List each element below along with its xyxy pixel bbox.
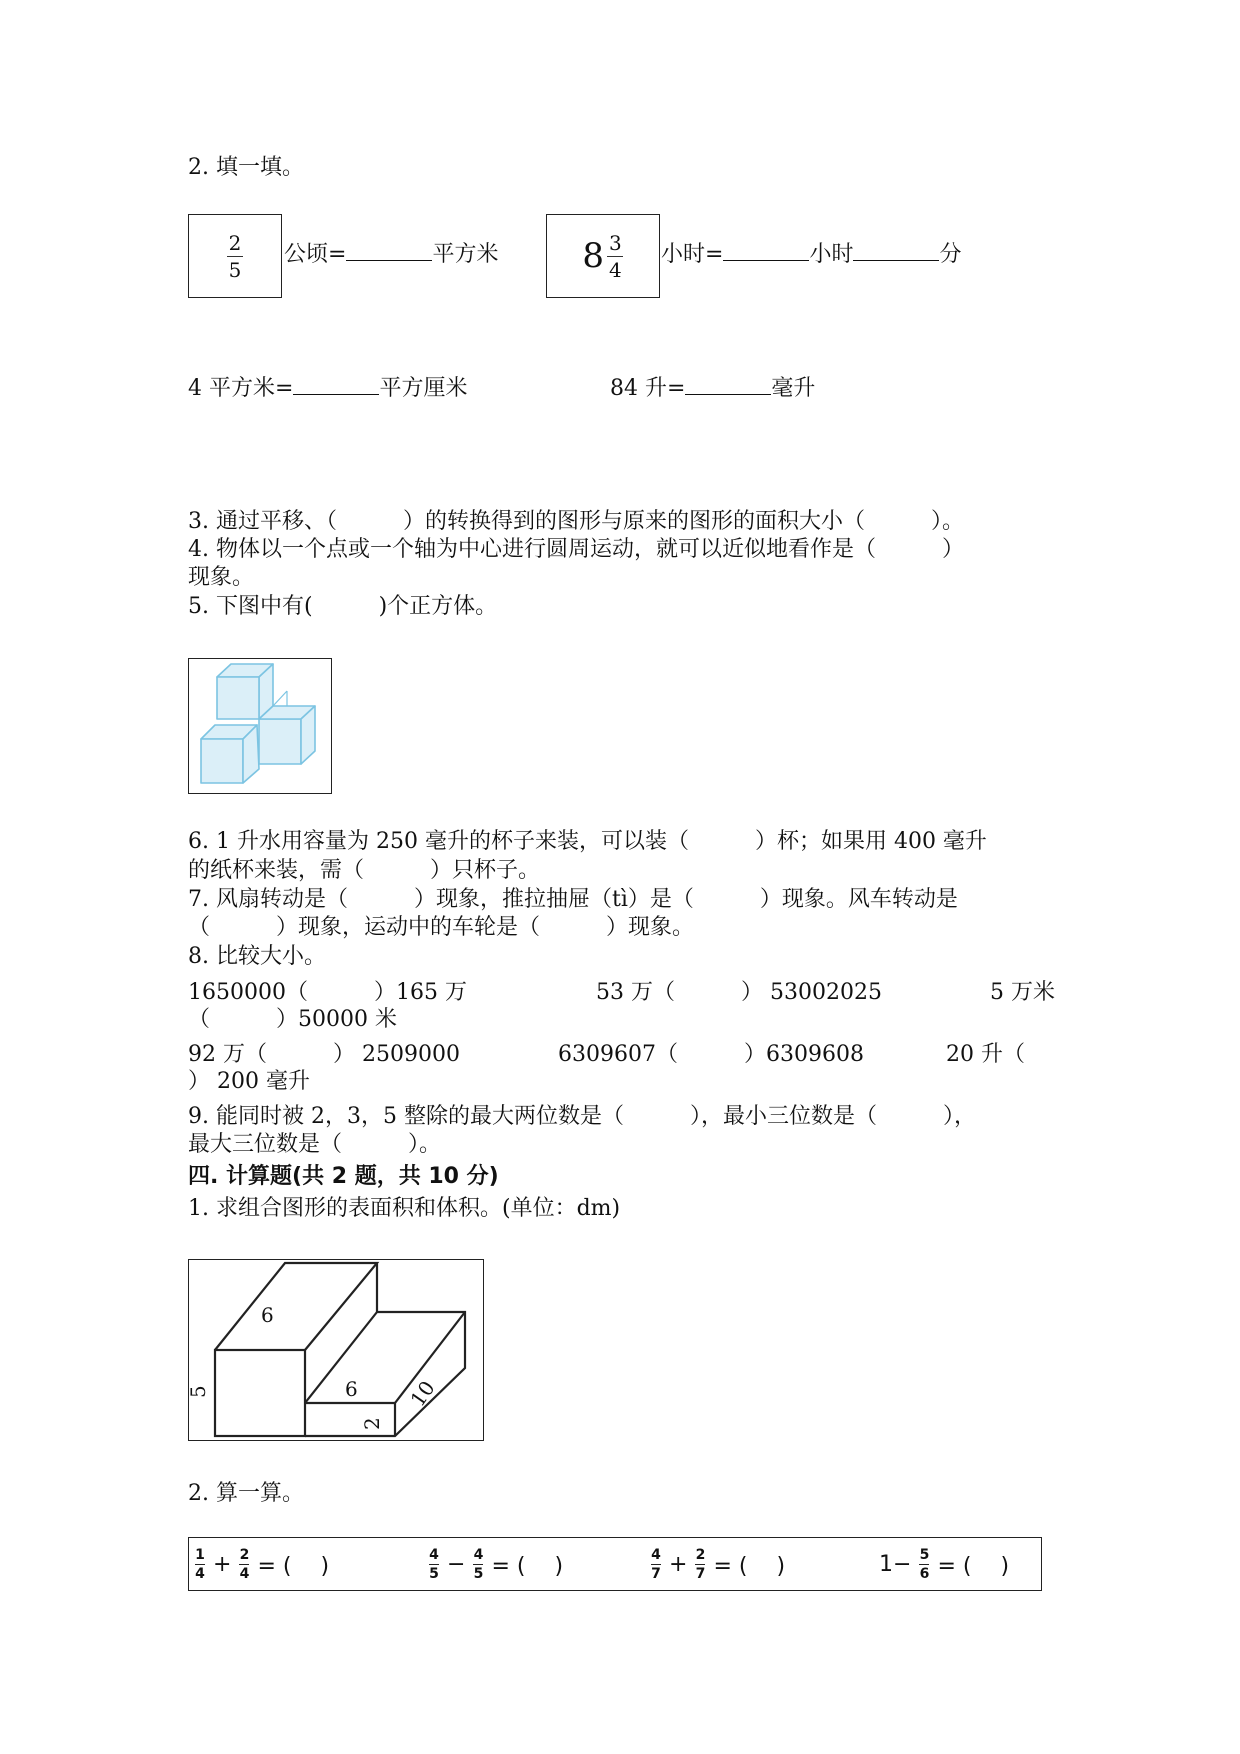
- calc-2: [429, 1544, 571, 1584]
- fraction: [651, 1548, 661, 1581]
- fraction-den: 5: [473, 1565, 484, 1582]
- fraction-den: 4: [195, 1565, 205, 1582]
- answer-blank[interactable]: [853, 240, 939, 261]
- fraction-num: 4: [429, 1546, 439, 1563]
- fraction-den: 5: [429, 1565, 439, 1582]
- cubes-drawing: [189, 659, 331, 793]
- section-heading: 四. 计算题(共 2 题，共 10 分): [188, 1164, 499, 1189]
- fraction-num: 3: [608, 230, 622, 255]
- fraction-den: 5: [228, 257, 242, 282]
- fraction-num: 5: [919, 1546, 930, 1563]
- answer-slot[interactable]: = ( ): [713, 1553, 786, 1579]
- q2-item3: [188, 374, 467, 403]
- question-5: 5. 下图中有( )个正方体。: [188, 594, 498, 619]
- question-9-line2: 最大三位数是（ ）。: [188, 1132, 442, 1157]
- question-8: 8. 比较大小。: [188, 944, 326, 969]
- item2-text-a: 小时=: [661, 242, 724, 267]
- fraction-num: 2: [228, 230, 242, 255]
- fraction-num: 1: [195, 1546, 205, 1563]
- calc-3: [651, 1544, 793, 1584]
- fraction-num: 2: [695, 1546, 706, 1563]
- item2-text-b: 小时: [809, 242, 854, 267]
- question-6-line1: 6. 1 升水用容量为 250 毫升的杯子来装，可以装（ ）杯；如果用 400 毫升: [188, 829, 987, 854]
- calc-row: [188, 1537, 1042, 1591]
- item3-text-a: 4 平方米=: [188, 376, 294, 401]
- compare-6-b: ） 200 毫升: [188, 1069, 310, 1094]
- composite-drawing: [186, 1260, 483, 1440]
- q2-item2: [661, 240, 961, 269]
- item3-text-b: 平方厘米: [379, 376, 468, 401]
- operator: +: [669, 1551, 688, 1577]
- operator: −: [447, 1551, 466, 1577]
- compare-6-a: 20 升（: [946, 1042, 1025, 1067]
- label-left: 5: [186, 1385, 210, 1398]
- fraction-num: 4: [651, 1546, 661, 1563]
- item1-text-b: 平方米: [432, 242, 499, 267]
- fraction: [239, 1548, 249, 1581]
- question-9-line1: 9. 能同时被 2，3，5 整除的最大两位数是（ ），最小三位数是（ ），: [188, 1104, 976, 1129]
- compare-3-b: （ ）50000 米: [188, 1007, 397, 1032]
- fraction-den: 7: [651, 1565, 661, 1582]
- composite-figure: [188, 1259, 484, 1441]
- fraction: [919, 1548, 929, 1581]
- label-depth: 10: [405, 1376, 440, 1411]
- calc-question-1: 1. 求组合图形的表面积和体积。(单位：dm): [188, 1196, 621, 1221]
- compare-2: 53 万（ ） 53002025: [596, 980, 882, 1005]
- answer-blank[interactable]: [723, 240, 809, 261]
- answer-blank[interactable]: [685, 374, 771, 395]
- question-7-line1: 7. 风扇转动是（ ）现象，推拉抽屉（tì）是（ ）现象。风车转动是: [188, 887, 958, 912]
- item4-text-a: 84 升=: [610, 376, 686, 401]
- question-4-line2: 现象。: [188, 565, 255, 590]
- item2-text-c: 分: [939, 242, 962, 267]
- q2-title: 2. 填一填。: [188, 155, 304, 180]
- fraction-box-2: [546, 214, 660, 298]
- answer-blank[interactable]: [346, 240, 432, 261]
- calc-4: [879, 1544, 1017, 1584]
- compare-3-a: 5 万米: [990, 980, 1055, 1005]
- compare-1: 1650000（ ）165 万: [188, 980, 467, 1005]
- item1-text-a: 公顷=: [284, 242, 347, 267]
- label-top: 6: [261, 1303, 274, 1327]
- question-6-line2: 的纸杯来装，需（ ）只杯子。: [188, 858, 541, 883]
- fraction-den: 7: [695, 1565, 706, 1582]
- fraction-den: 4: [608, 257, 622, 282]
- calc-question-2: 2. 算一算。: [188, 1481, 304, 1506]
- cubes-figure: [188, 658, 332, 794]
- compare-4: 92 万（ ） 2509000: [188, 1042, 460, 1067]
- fraction: [429, 1548, 439, 1581]
- fraction: [695, 1548, 705, 1581]
- answer-slot[interactable]: = ( ): [491, 1553, 564, 1579]
- mixed-whole: 8: [582, 236, 604, 276]
- compare-5: 6309607（ ）6309608: [558, 1042, 864, 1067]
- calc-1: [195, 1544, 337, 1584]
- question-7-line2: （ ）现象，运动中的车轮是（ ）现象。: [188, 915, 695, 940]
- label-small: 2: [360, 1417, 384, 1430]
- answer-slot[interactable]: = ( ): [257, 1553, 330, 1579]
- operator: +: [213, 1551, 232, 1577]
- q2-item4: [610, 374, 815, 403]
- fraction: [195, 1548, 205, 1581]
- fraction-den: 6: [919, 1565, 930, 1582]
- fraction: [473, 1548, 483, 1581]
- fraction-num: 4: [473, 1546, 484, 1563]
- q2-item1: [284, 240, 498, 269]
- fraction-den: 4: [239, 1565, 250, 1582]
- lead-term: 1−: [879, 1551, 912, 1577]
- label-mid: 6: [345, 1377, 358, 1401]
- question-4-line1: 4. 物体以一个点或一个轴为中心进行圆周运动，就可以近似地看作是（ ）: [188, 537, 964, 562]
- fraction-num: 2: [239, 1546, 250, 1563]
- mixed-fraction: [607, 230, 624, 282]
- fraction-box-1: [188, 214, 282, 298]
- fraction-two-fifths: [227, 230, 244, 282]
- question-3: 3. 通过平移、（ ）的转换得到的图形与原来的图形的面积大小（ ）。: [188, 509, 964, 534]
- answer-blank[interactable]: [293, 374, 379, 395]
- answer-slot[interactable]: = ( ): [937, 1553, 1010, 1579]
- item4-text-b: 毫升: [771, 376, 816, 401]
